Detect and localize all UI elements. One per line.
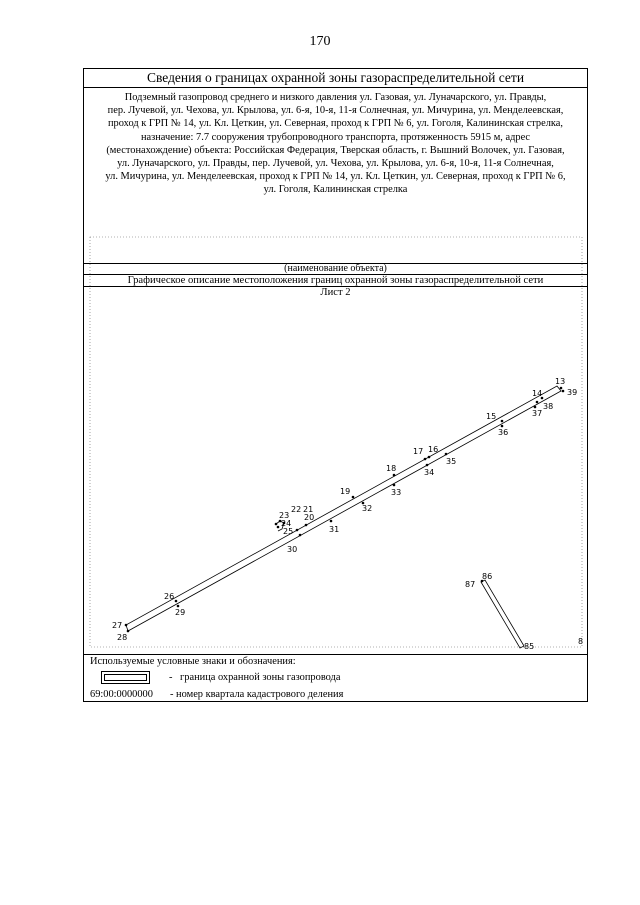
point-31-dot <box>330 520 333 523</box>
description-line: ул. Гоголя, Калининская стрелка <box>263 184 408 196</box>
point-label: 25 <box>283 527 294 536</box>
graphic-description-title: Графическое описание местоположения границ охранной зоны газораспределительной сети <box>84 275 587 287</box>
boundary-symbol-icon <box>101 671 150 684</box>
point-39-dot <box>562 390 565 393</box>
point-36-dot <box>501 425 504 428</box>
point-25-dot <box>296 529 299 532</box>
point-label: 13 <box>555 377 566 386</box>
point-18-dot <box>393 474 396 477</box>
point-label: 19 <box>340 487 351 496</box>
point-label: 8 <box>578 637 584 646</box>
point-label: 16 <box>428 445 439 454</box>
object-name-caption: (наименование объекта) <box>84 264 587 275</box>
legend-quarter-code: 69:00:0000000 <box>90 689 153 700</box>
page-number: 170 <box>309 34 331 49</box>
point-label: 86 <box>482 572 493 581</box>
document-frame <box>83 68 588 702</box>
point-label: 27 <box>112 621 123 630</box>
point-label: 85 <box>524 642 535 651</box>
point-label: 22 <box>291 505 302 514</box>
sheet-label: Лист 2 <box>320 287 351 298</box>
description-line: (местонахождение) объекта: Российская Федерация, Тверская область, г. Вышний Волочек, ул. Газовая, <box>106 144 565 156</box>
point-label: 35 <box>446 457 457 466</box>
point-label: 28 <box>117 633 128 642</box>
description-line: ул. Луначарского, ул. Правды, пер. Лучевой, ул. Чехова, ул. Крылова, ул. 6-я, 10-я, 11-я Солнечная, <box>117 158 554 170</box>
point-23-dot <box>275 523 278 526</box>
legend <box>84 654 587 704</box>
point-37-dot <box>534 406 537 409</box>
description-line: ул. Мичурина, ул. Менделеевская, проход к ГРП № 14, ул. Кл. Цеткин, ул. Северная, проход к ГРП № 6, <box>105 171 566 183</box>
point-label: 39 <box>567 388 578 397</box>
point-30-dot <box>299 534 302 537</box>
point-label: 14 <box>532 389 543 398</box>
point-27-dot <box>125 624 128 627</box>
point-label: 29 <box>175 608 186 617</box>
point-21-dot <box>305 524 308 527</box>
point-38-dot <box>536 401 539 404</box>
point-label: 33 <box>391 488 402 497</box>
legend-heading: Используемые условные знаки и обозначения: <box>90 656 296 667</box>
point-label: 18 <box>386 464 397 473</box>
point-label: 21 <box>303 505 314 514</box>
map-area-frame <box>90 237 582 647</box>
point-label: 15 <box>486 412 497 421</box>
point-label: 32 <box>362 504 373 513</box>
point-29-dot <box>177 605 180 608</box>
point-28-dot <box>127 630 130 633</box>
description-line: пер. Лучевой, ул. Чехова, ул. Крылова, ул. 6-я, 10-я, 11-я Солнечная, ул. Мичурина, ул. Менделеевская, <box>107 105 564 117</box>
point-16-dot <box>428 456 431 459</box>
boundary-plan <box>84 69 587 654</box>
point-15-dot <box>501 420 504 423</box>
point-19-dot <box>352 496 355 499</box>
point-17-dot <box>424 458 427 461</box>
point-label: 26 <box>164 592 175 601</box>
legend-boundary-label: граница охранной зоны газопровода <box>180 672 341 683</box>
point-35-dot <box>445 453 448 456</box>
point-label: 17 <box>413 447 424 456</box>
description-line: Подземный газопровод среднего и низкого давления ул. Газовая, ул. Луначарского, ул. Правды, <box>124 92 547 103</box>
point-label: 23 <box>279 511 290 520</box>
point-13-dot <box>560 387 563 390</box>
document-title: Сведения о границах охранной зоны газораспределительной сети <box>84 69 587 88</box>
protection-zone-boundary <box>126 386 561 631</box>
legend-quarter-label: - номер квартала кадастрового деления <box>170 689 344 700</box>
point-label: 36 <box>498 428 509 437</box>
protection-zone-boundary-2 <box>481 580 524 648</box>
legend-dash: - <box>169 672 173 683</box>
point-34-dot <box>426 464 429 467</box>
point-33-dot <box>393 484 396 487</box>
description-line: назначение: 7.7 сооружения трубопроводного транспорта, протяженность 5915 м, адрес <box>140 131 531 143</box>
point-label: 87 <box>465 580 476 589</box>
boundary-points <box>125 387 565 633</box>
point-24-dot <box>277 526 280 529</box>
description-line: проход к ГРП № 14, ул. Кл. Цеткин, ул. Северная, проход к ГРП № 6, ул. Гоголя, Калининская стрелка, <box>107 118 564 130</box>
point-label: 24 <box>281 519 292 528</box>
point-label: 30 <box>287 545 298 554</box>
point-label: 37 <box>532 409 543 418</box>
point-label: 38 <box>543 402 554 411</box>
point-26-dot <box>175 600 178 603</box>
point-label: 31 <box>329 525 340 534</box>
point-label: 34 <box>424 468 435 477</box>
point-label: 20 <box>304 513 315 522</box>
